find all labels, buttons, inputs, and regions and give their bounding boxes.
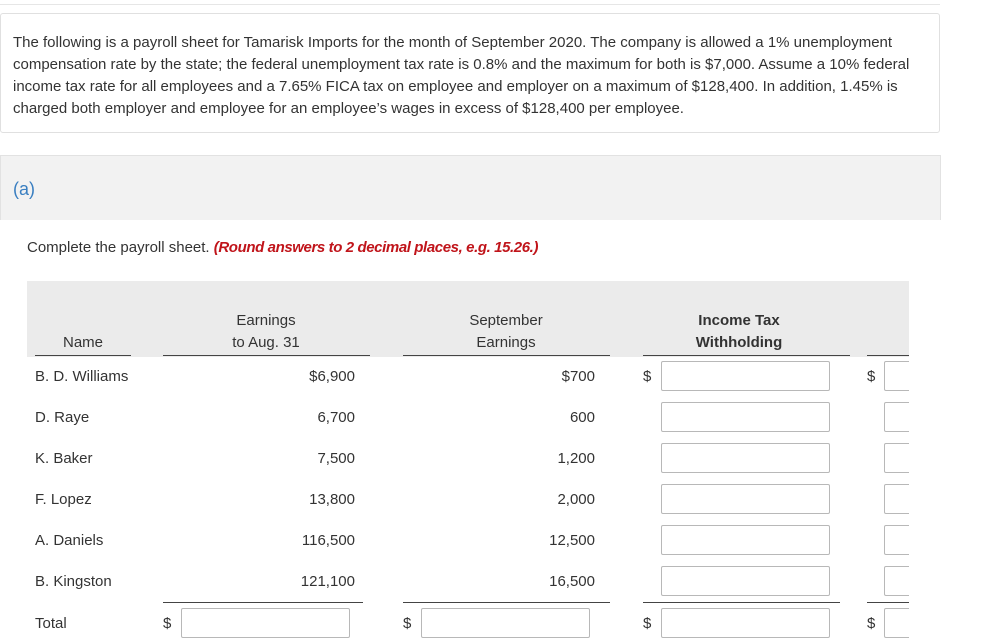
total-rule-earnings-aug bbox=[163, 602, 363, 603]
part-label: (a) bbox=[13, 179, 35, 199]
total-rule-next bbox=[867, 602, 909, 603]
row-sept-earnings: 1,200 bbox=[557, 450, 595, 467]
header-underline-next bbox=[867, 355, 909, 356]
rounding-note: (Round answers to 2 decimal places, e.g. 15.26.) bbox=[213, 239, 539, 256]
row-sept-earnings: 12,500 bbox=[549, 532, 595, 549]
tax-withholding-input[interactable] bbox=[661, 566, 830, 596]
problem-statement: The following is a payroll sheet for Tamarisk Imports for the month of September 2020. The company is allowed a 1% unemployment compensation rate by the state; the federal unemployment tax rate is 0.8% and the maximum for both is $7,000. Assume a 10% federal income tax rate for all employees and a 7.65% FICA tax on employee and employer on a maximum of $128,400. In addition, 1.45% is charged both employer and employee for an employee’s wages in excess of $128,400 per employee. bbox=[13, 34, 910, 117]
tax-withholding-input[interactable] bbox=[661, 525, 830, 555]
instruction-text: Complete the payroll sheet. bbox=[27, 239, 210, 256]
tax-withholding-input[interactable] bbox=[661, 402, 830, 432]
total-earnings-aug-input[interactable] bbox=[181, 608, 350, 638]
row-sept-earnings: 600 bbox=[569, 409, 595, 426]
row-name: F. Lopez bbox=[35, 491, 92, 508]
row-sept-earnings: 2,000 bbox=[557, 491, 595, 508]
currency-symbol: $ bbox=[163, 615, 172, 632]
row-earnings-aug: 121,100 bbox=[300, 573, 355, 590]
row-name: A. Daniels bbox=[35, 532, 104, 549]
row-sept-earnings: 16,500 bbox=[549, 573, 595, 590]
row-name: B. Kingston bbox=[35, 573, 112, 590]
row-sept-earnings: $700 bbox=[561, 368, 595, 385]
currency-symbol: $ bbox=[643, 615, 652, 632]
currency-symbol: $ bbox=[403, 615, 412, 632]
header-sept-line2: Earnings bbox=[476, 334, 536, 351]
header-underline-tax bbox=[643, 355, 850, 356]
header-name: Name bbox=[62, 334, 103, 351]
table-overflow-mask bbox=[909, 281, 1001, 638]
tax-withholding-input[interactable] bbox=[661, 484, 830, 514]
row-earnings-aug: 116,500 bbox=[301, 532, 355, 549]
row-earnings-aug: 7,500 bbox=[317, 450, 355, 467]
header-underline-sept bbox=[403, 355, 610, 356]
header-earnings-aug-line2: to Aug. 31 bbox=[232, 334, 300, 351]
total-rule-tax bbox=[643, 602, 840, 603]
header-underline-earnings-aug bbox=[163, 355, 370, 356]
instruction bbox=[27, 239, 538, 256]
currency-symbol: $ bbox=[867, 368, 876, 385]
row-earnings-aug: $6,900 bbox=[309, 368, 355, 385]
total-sept-earnings-input[interactable] bbox=[421, 608, 590, 638]
header-underline-name bbox=[35, 355, 131, 356]
header-sept-line1: September bbox=[469, 312, 543, 329]
total-label: Total bbox=[35, 615, 67, 632]
row-name: B. D. Williams bbox=[35, 368, 129, 385]
top-divider bbox=[0, 4, 940, 5]
row-name: K. Baker bbox=[35, 450, 93, 467]
row-earnings-aug: 13,800 bbox=[309, 491, 355, 508]
total-tax-withholding-input[interactable] bbox=[661, 608, 830, 638]
part-header bbox=[0, 155, 941, 220]
total-rule-sept bbox=[403, 602, 610, 603]
header-tax-line1: Income Tax bbox=[698, 312, 780, 329]
header-tax-line2: Withholding bbox=[695, 334, 783, 351]
header-earnings-aug-line1: Earnings bbox=[236, 312, 296, 329]
currency-symbol: $ bbox=[643, 368, 652, 385]
row-earnings-aug: 6,700 bbox=[317, 409, 355, 426]
tax-withholding-input[interactable] bbox=[661, 361, 830, 391]
tax-withholding-input[interactable] bbox=[661, 443, 830, 473]
row-name: D. Raye bbox=[35, 409, 90, 426]
problem-statement-box bbox=[0, 13, 940, 133]
currency-symbol: $ bbox=[867, 615, 876, 632]
